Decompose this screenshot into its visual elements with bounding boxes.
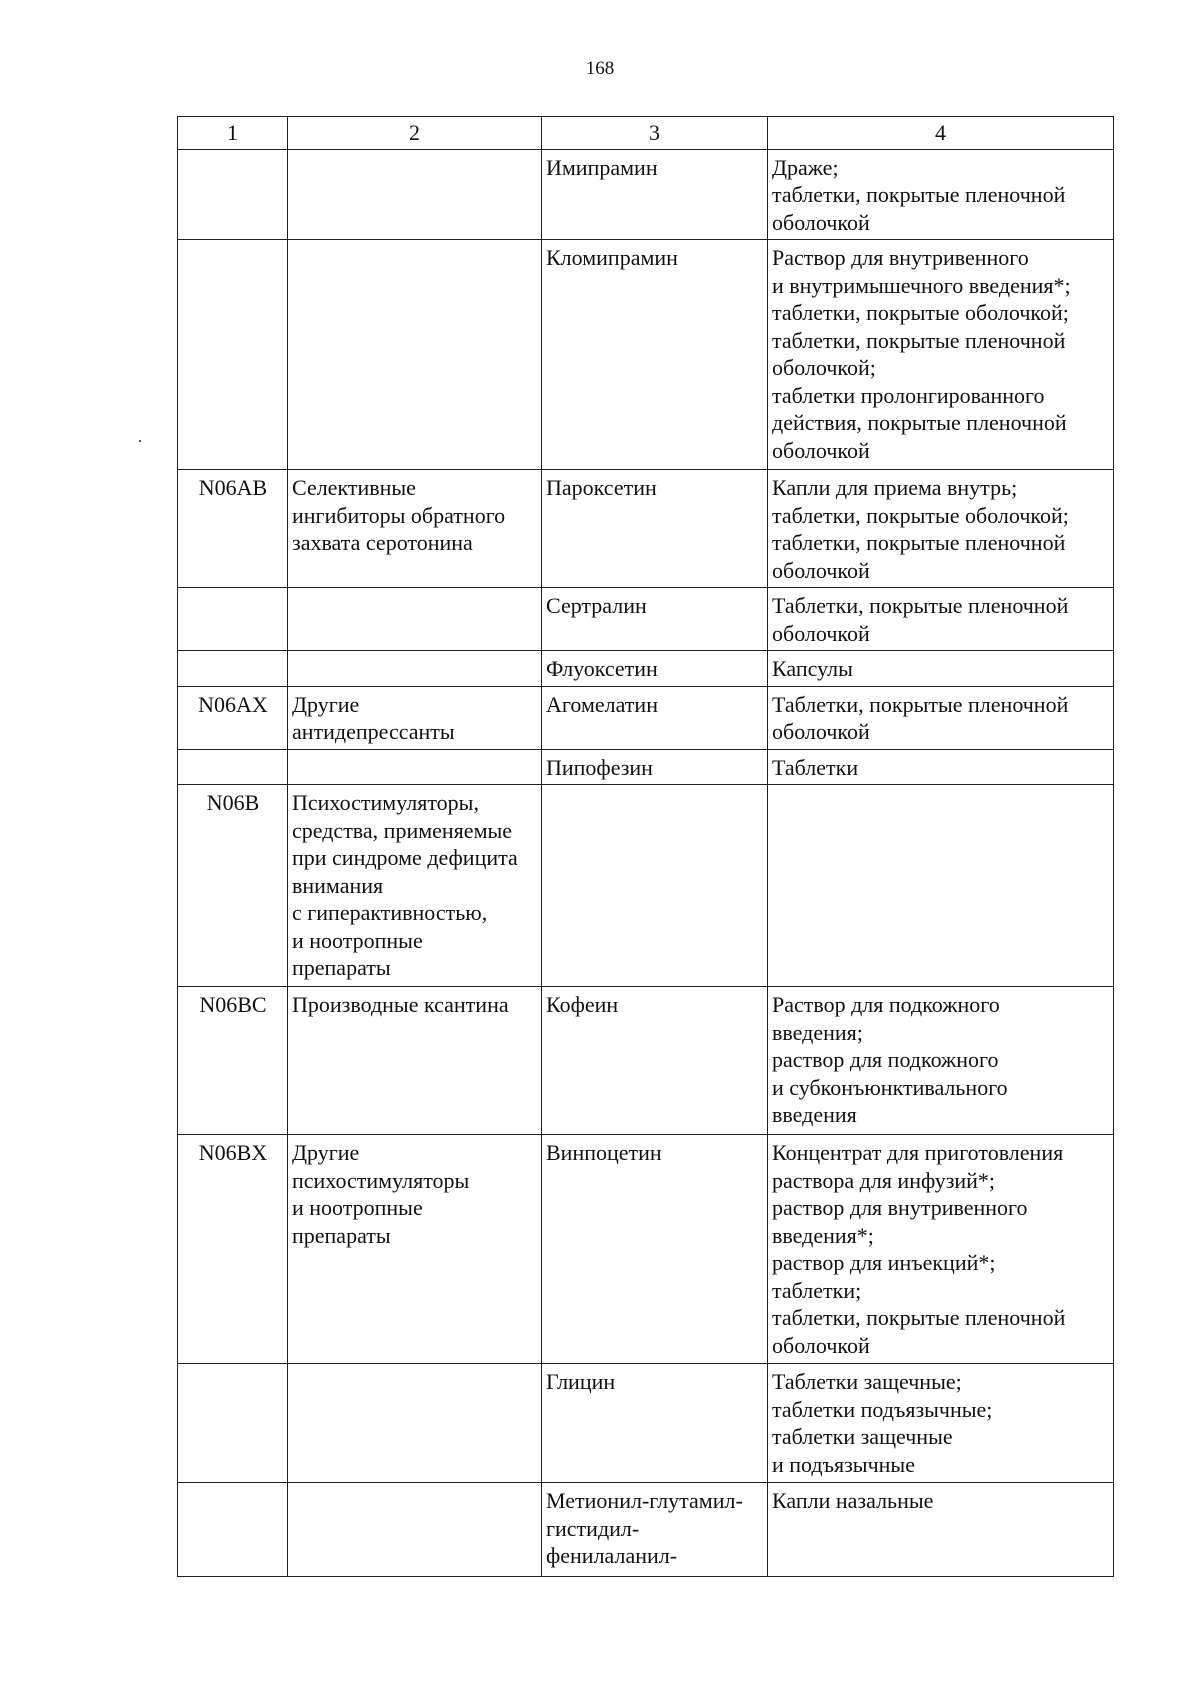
- scan-speck: [139, 440, 141, 442]
- header-cell: 3: [542, 117, 768, 150]
- cell-code: [178, 1483, 288, 1577]
- forms-line: оболочкой;: [772, 355, 876, 380]
- cell-code: [178, 1364, 288, 1483]
- table-row: [178, 149, 1114, 240]
- forms-line: Таблетки, покрытые пленочной: [772, 593, 1069, 618]
- cell-forms: [768, 1483, 1114, 1577]
- forms-line: таблетки, покрытые оболочкой;: [772, 300, 1069, 325]
- forms-line: таблетки пролонгированного: [772, 382, 1045, 408]
- cell-forms: [768, 240, 1114, 470]
- cell-forms: [768, 651, 1114, 687]
- forms-line: оболочкой: [772, 719, 870, 744]
- forms-line: Капсулы: [772, 656, 853, 681]
- drug-line: Флуоксетин: [546, 656, 658, 681]
- group-line: психостимуляторы: [292, 1167, 470, 1193]
- forms-line: таблетки, покрытые пленочной: [772, 530, 1066, 555]
- forms-line: Капли назальные: [772, 1488, 934, 1513]
- header-cell: 2: [288, 117, 542, 150]
- table-row: [178, 651, 1114, 687]
- cell-drug: [542, 240, 768, 470]
- cell-code: [178, 588, 288, 651]
- table-row: [178, 240, 1114, 470]
- forms-line: таблетки, покрытые пленочной: [772, 182, 1066, 207]
- cell-forms: [768, 470, 1114, 588]
- forms-line: таблетки, покрытые пленочной: [772, 1305, 1066, 1330]
- cell-drug: [542, 785, 768, 987]
- cell-code: [178, 749, 288, 785]
- cell-group: [288, 240, 542, 470]
- drug-line: гистидил-: [546, 1515, 640, 1541]
- forms-line: введения;: [772, 1019, 863, 1045]
- cell-drug: [542, 470, 768, 588]
- group-line: и ноотропные: [292, 927, 423, 953]
- table-row: [178, 686, 1114, 749]
- forms-line: Таблетки, покрытые пленочной: [772, 691, 1069, 717]
- table-row: [178, 588, 1114, 651]
- cell-drug: [542, 686, 768, 749]
- group-line: Психостимуляторы,: [292, 790, 479, 815]
- cell-drug: [542, 987, 768, 1135]
- forms-line: Капли для приема внутрь;: [772, 475, 1018, 500]
- drug-line: Метионил-глутамил-: [546, 1488, 743, 1513]
- group-line: Производные ксантина: [292, 992, 509, 1017]
- table-row: [178, 1364, 1114, 1483]
- cell-code: N06B: [178, 785, 288, 987]
- cell-forms: [768, 149, 1114, 240]
- cell-group: [288, 987, 542, 1135]
- table-row: [178, 785, 1114, 987]
- group-line: захвата серотонина: [292, 530, 473, 555]
- forms-line: таблетки, покрытые пленочной: [772, 327, 1066, 353]
- table-row: [178, 1135, 1114, 1364]
- cell-code: N06AB: [178, 470, 288, 588]
- group-line: ингибиторы обратного: [292, 502, 506, 528]
- group-line: препараты: [292, 1222, 391, 1248]
- cell-code: [178, 651, 288, 687]
- forms-line: таблетки;: [772, 1277, 862, 1303]
- forms-line: таблетки подъязычные;: [772, 1396, 993, 1422]
- forms-line: раствор для подкожного: [772, 1047, 999, 1072]
- cell-code: [178, 240, 288, 470]
- forms-line: таблетки, покрытые оболочкой;: [772, 502, 1069, 528]
- cell-forms: [768, 588, 1114, 651]
- header-cell: 4: [768, 117, 1114, 150]
- cell-drug: [542, 651, 768, 687]
- drug-line: фенилаланил-: [546, 1543, 678, 1568]
- group-line: внимания: [292, 872, 384, 898]
- cell-group: [288, 1135, 542, 1364]
- drug-line: Винпоцетин: [546, 1140, 662, 1165]
- forms-line: действия, покрытые пленочной: [772, 410, 1067, 435]
- drug-line: Пипофезин: [546, 754, 653, 780]
- cell-forms: [768, 749, 1114, 785]
- forms-line: Драже;: [772, 154, 839, 180]
- forms-line: Таблетки: [772, 754, 859, 780]
- forms-line: раствор для инъекций*;: [772, 1250, 996, 1275]
- cell-forms: [768, 1135, 1114, 1364]
- cell-drug: [542, 588, 768, 651]
- cell-drug: [542, 749, 768, 785]
- group-line: Другие: [292, 1140, 360, 1165]
- cell-group: [288, 470, 542, 588]
- forms-line: и подъязычные: [772, 1451, 915, 1477]
- forms-line: оболочкой: [772, 620, 870, 646]
- cell-group: [288, 1483, 542, 1577]
- header-cell: 1: [178, 117, 288, 150]
- drug-line: Сертралин: [546, 593, 647, 618]
- cell-forms: [768, 785, 1114, 987]
- group-line: при синдроме дефицита: [292, 845, 518, 870]
- group-line: Другие: [292, 691, 360, 717]
- cell-group: [288, 686, 542, 749]
- table-row: [178, 987, 1114, 1135]
- cell-group: [288, 149, 542, 240]
- cell-forms: [768, 987, 1114, 1135]
- drug-line: Имипрамин: [546, 154, 658, 180]
- cell-code: N06BX: [178, 1135, 288, 1364]
- table-row: [178, 470, 1114, 588]
- drug-table: [177, 116, 1114, 1577]
- forms-line: и субконъюнктивального: [772, 1074, 1008, 1100]
- cell-code: N06BC: [178, 987, 288, 1135]
- cell-drug: [542, 1135, 768, 1364]
- cell-drug: [542, 1483, 768, 1577]
- drug-line: Пароксетин: [546, 475, 657, 500]
- table-row: [178, 749, 1114, 785]
- forms-line: таблетки защечные: [772, 1424, 953, 1449]
- table-header-row: [178, 117, 1114, 150]
- forms-line: Раствор для подкожного: [772, 992, 1000, 1017]
- cell-drug: [542, 149, 768, 240]
- forms-line: введения*;: [772, 1222, 874, 1248]
- cell-forms: [768, 1364, 1114, 1483]
- cell-drug: [542, 1364, 768, 1483]
- cell-group: [288, 588, 542, 651]
- cell-group: [288, 651, 542, 687]
- group-line: с гиперактивностью,: [292, 900, 488, 925]
- forms-line: Концентрат для приготовления: [772, 1140, 1064, 1165]
- table-body: [178, 149, 1114, 1577]
- group-line: средства, применяемые: [292, 817, 513, 843]
- forms-line: оболочкой: [772, 209, 870, 235]
- forms-line: Таблетки защечные;: [772, 1369, 962, 1394]
- forms-line: оболочкой: [772, 557, 870, 583]
- forms-line: оболочкой: [772, 437, 870, 463]
- cell-code: N06AX: [178, 686, 288, 749]
- forms-line: Раствор для внутривенного: [772, 245, 1029, 270]
- forms-line: оболочкой: [772, 1332, 870, 1358]
- cell-code: [178, 149, 288, 240]
- cell-group: [288, 785, 542, 987]
- group-line: и ноотропные: [292, 1195, 423, 1220]
- group-line: препараты: [292, 955, 391, 980]
- drug-line: Глицин: [546, 1369, 616, 1394]
- forms-line: и внутримышечного введения*;: [772, 272, 1071, 298]
- page-number: 168: [585, 58, 615, 79]
- cell-group: [288, 749, 542, 785]
- drug-line: Кломипрамин: [546, 245, 678, 270]
- drug-line: Кофеин: [546, 992, 619, 1017]
- drug-line: Агомелатин: [546, 691, 658, 717]
- cell-group: [288, 1364, 542, 1483]
- group-line: Селективные: [292, 475, 416, 500]
- forms-line: раствор для внутривенного: [772, 1195, 1028, 1220]
- table-row: [178, 1483, 1114, 1577]
- cell-forms: [768, 686, 1114, 749]
- group-line: антидепрессанты: [292, 719, 455, 744]
- forms-line: введения: [772, 1102, 857, 1127]
- forms-line: раствора для инфузий*;: [772, 1167, 996, 1193]
